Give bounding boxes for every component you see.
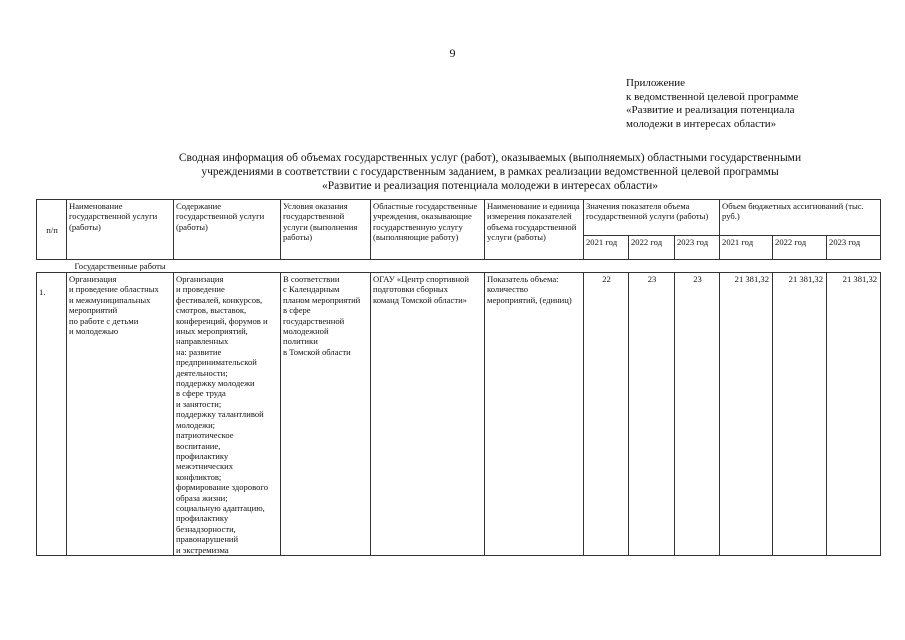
text-line: и экстремизма [176, 544, 229, 555]
cell-conditions [281, 273, 371, 556]
cell-institutions [371, 273, 485, 556]
services-table [36, 199, 881, 556]
text-line: воспитание, [176, 440, 221, 451]
title-line: Сводная информация об объемах государственных услуг (работ), оказываемых (выполняемых) областными государственными [178, 152, 802, 164]
header-num: п/п [37, 200, 67, 260]
header-budget-year-2023: 2023 год [827, 236, 881, 260]
text-line: поддержку талантливой [176, 409, 264, 420]
header-year-2021: 2021 год [584, 236, 629, 260]
text-line: смотров, выставок, [176, 305, 247, 316]
text-line: и проведение [176, 284, 225, 295]
text-line: и межмуниципальных [69, 294, 151, 305]
text-line: конференций, форумов и [176, 315, 268, 326]
budget-2023: 21 381,32 [827, 273, 881, 556]
text-line: и проведение областных [69, 284, 159, 295]
text-line: Организация [176, 274, 224, 284]
header-budget-year-2022: 2022 год [773, 236, 827, 260]
text-line: команд Томской области» [373, 294, 467, 305]
text-line: направленных [176, 336, 229, 347]
text-line: иных мероприятий, [176, 326, 248, 337]
text-line: ОГАУ «Центр спортивной [373, 274, 469, 284]
header-budget-year-2021: 2021 год [720, 236, 773, 260]
text-line: конфликтов; [176, 471, 222, 482]
text-line: мероприятий, (единиц) [487, 294, 572, 305]
appendix-line: Приложение [626, 77, 686, 89]
header-budget-group: Объем бюджетных ассигнований (тыс. руб.) [720, 200, 881, 236]
text-line: по работе с детьми [69, 315, 139, 326]
title-line: учреждениями в соответствии с государственным заданием, в рамках реализации ведомственной целевой программы [201, 166, 779, 178]
table-row [37, 273, 881, 556]
text-line: профилактику [176, 513, 229, 524]
text-line: мероприятий [69, 305, 118, 316]
text-line: планом мероприятий [283, 294, 361, 305]
text-line: и молодежью [69, 326, 119, 337]
text-line: подготовки сборных [373, 284, 448, 295]
page-number: 9 [449, 46, 456, 60]
text-line: патриотическое [176, 430, 234, 441]
budget-2022: 21 381,32 [773, 273, 827, 556]
value-2022: 23 [629, 273, 675, 556]
text-line: и занятости; [176, 398, 222, 409]
text-line: безнадзорности, [176, 523, 236, 534]
text-line: на: развитие [176, 346, 222, 357]
text-line: фестивалей, конкурсов, [176, 294, 263, 305]
header-indicator: Наименование и единица измерения показателей объема государственной услуги (работы) [485, 200, 584, 260]
cell-service-name [67, 273, 174, 556]
text-line: профилактику [176, 450, 229, 461]
appendix-line: «Развитие и реализация потенциала [626, 104, 795, 116]
text-line: образа жизни; [176, 492, 228, 503]
value-2021: 22 [584, 273, 629, 556]
header-institutions: Областные государственные учреждения, оказывающие государственную услугу (выполняющие работу) [371, 200, 485, 260]
header-year-2022: 2022 год [629, 236, 675, 260]
text-line: количество [487, 284, 529, 295]
header-year-2023: 2023 год [675, 236, 720, 260]
text-line: предпринимательской [176, 357, 257, 368]
text-line: в сфере [283, 305, 311, 316]
budget-2021: 21 381,32 [720, 273, 773, 556]
value-2023: 23 [675, 273, 720, 556]
header-service-name: Наименование государственной услуги (работы) [67, 200, 174, 260]
text-line: формирование здорового [176, 482, 268, 493]
title-line: «Развитие и реализация потенциала молодежи в интересах области» [321, 180, 659, 192]
text-line: правонарушений [176, 534, 239, 545]
header-values-group: Значения показателя объема государственной услуги (работы) [584, 200, 720, 236]
text-line: в сфере труда [176, 388, 226, 399]
row-number: 1. [37, 273, 67, 556]
cell-service-content [174, 273, 281, 556]
header-service-content: Содержание государственной услуги (работы) [174, 200, 281, 260]
appendix-line: молодежи в интересах области» [626, 117, 777, 130]
text-line: Показатель объема: [487, 274, 559, 284]
text-line: В соответствии [283, 274, 340, 284]
document-title [80, 151, 900, 193]
text-line: социальную адаптацию, [176, 502, 265, 513]
text-line: государственной [283, 315, 345, 326]
text-line: молодежной [283, 326, 329, 337]
appendix-block [626, 77, 886, 131]
text-line: поддержку молодежи [176, 378, 255, 389]
text-line: межэтнических [176, 461, 234, 472]
text-line: деятельности; [176, 367, 228, 378]
text-line: политики [283, 336, 318, 347]
appendix-line: к ведомственной целевой программе [626, 90, 799, 103]
text-line: в Томской области [283, 346, 351, 357]
cell-indicator [485, 273, 584, 556]
header-conditions: Условия оказания государственной услуги (выполнения работы) [281, 200, 371, 260]
text-line: молодежи; [176, 419, 216, 430]
text-line: с Календарным [283, 284, 340, 295]
section-label: Государственные работы [37, 260, 881, 273]
text-line: Организация [69, 274, 117, 284]
